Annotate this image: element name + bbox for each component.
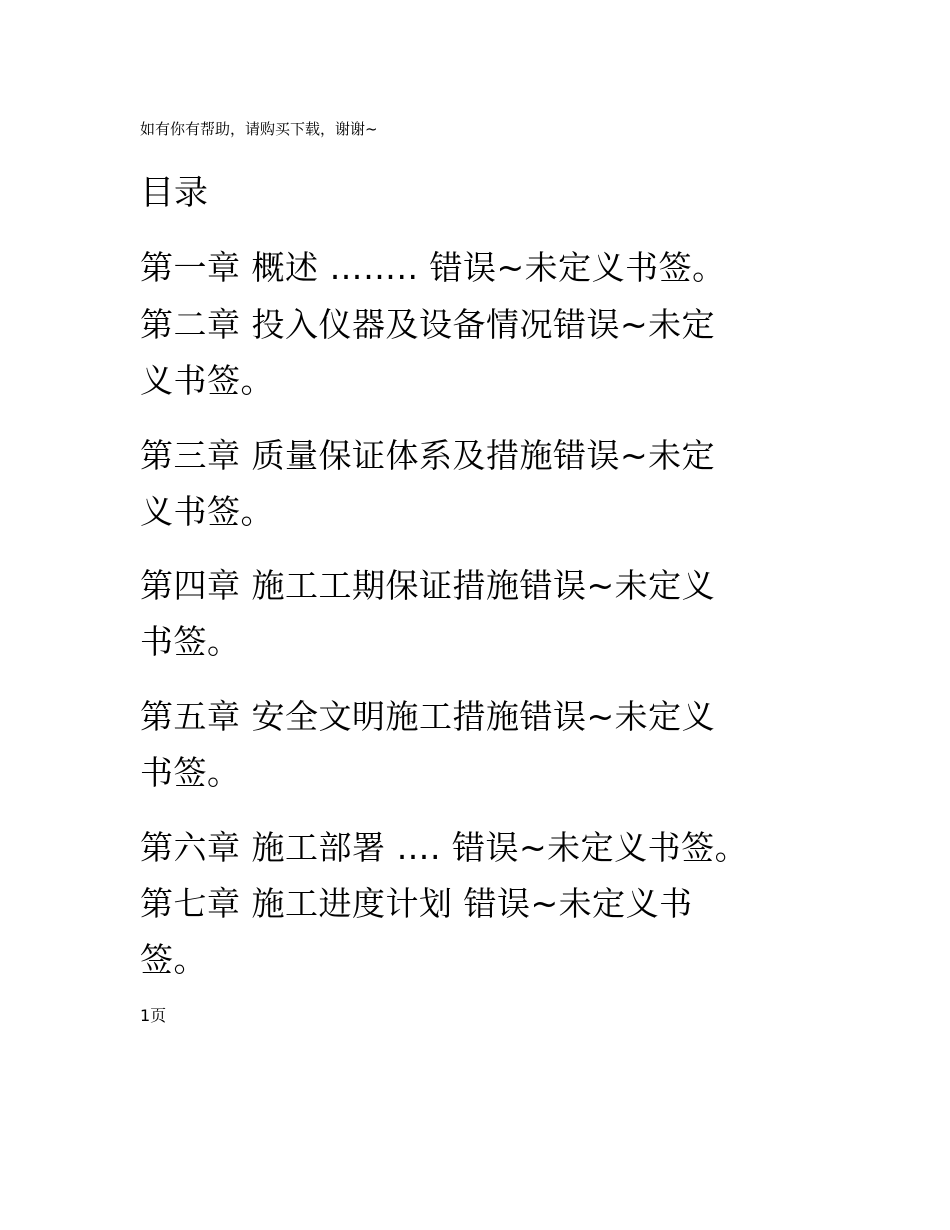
header-note: 如有你有帮助，请购买下载，谢谢~: [140, 120, 378, 138]
toc-line-chapter-4-cont: 书签。: [140, 622, 241, 661]
toc-title: 目录: [140, 173, 208, 213]
toc-line-chapter-4: 第四章 施工工期保证措施错误~未定义: [140, 566, 716, 605]
toc-line-chapter-3-cont: 义书签。: [140, 492, 274, 531]
toc-line-chapter-5: 第五章 安全文明施工措施错误~未定义: [140, 697, 716, 736]
page-number: 1页: [140, 1006, 167, 1025]
toc-line-chapter-5-cont: 书签。: [140, 753, 241, 792]
toc-line-chapter-7: 第七章 施工进度计划 错误~未定义书: [140, 884, 693, 923]
toc-line-chapter-3: 第三章 质量保证体系及措施错误~未定: [140, 436, 716, 475]
toc-line-chapter-6: 第六章 施工部署 …. 错误~未定义书签。: [140, 828, 749, 867]
toc-line-chapter-2: 第二章 投入仪器及设备情况错误~未定: [140, 305, 716, 344]
toc-line-chapter-7-cont: 签。: [140, 940, 207, 979]
toc-line-chapter-1: 第一章 概述 …….. 错误~未定义书签。: [140, 248, 726, 287]
toc-line-chapter-2-cont: 义书签。: [140, 361, 274, 400]
